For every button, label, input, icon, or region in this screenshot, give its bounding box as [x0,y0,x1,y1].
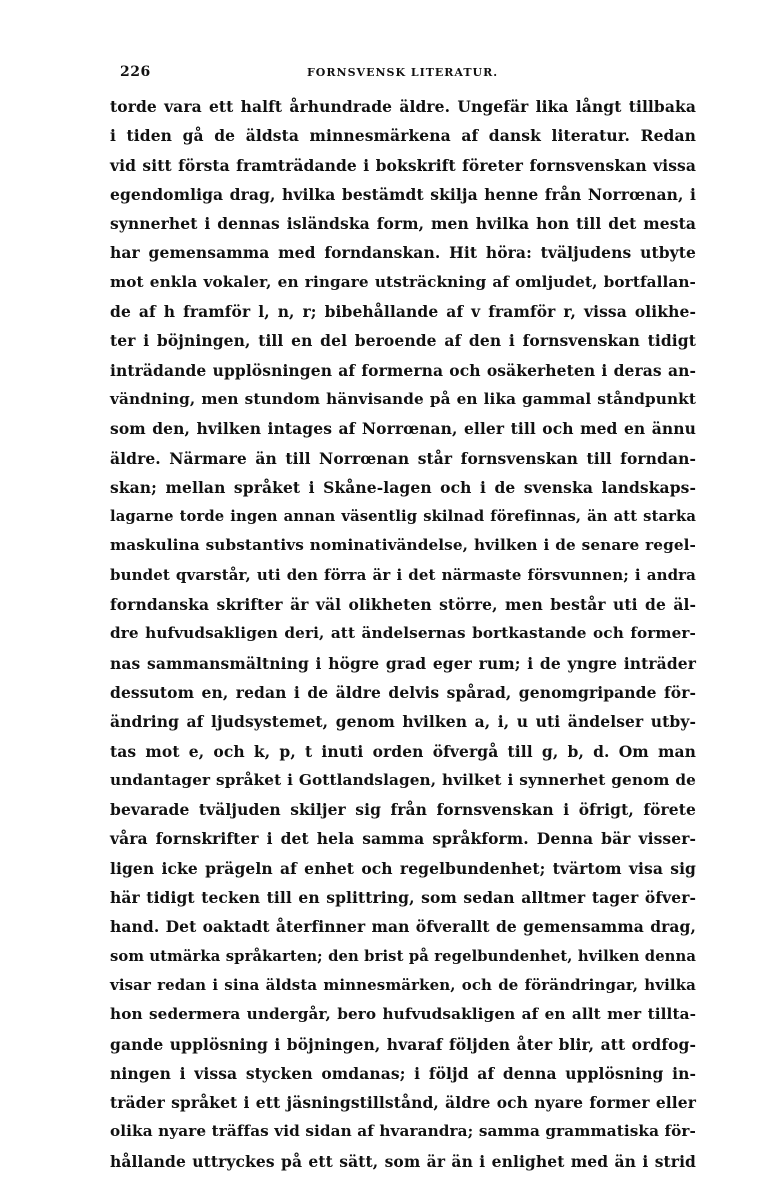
text-line: hållande uttryckes på ett sätt, som är än i enlighet med än i strid [110,1151,696,1171]
text-line: här tidigt tecken till en splittring, som sedan alltmer tager öfver- [110,888,696,908]
text-line: maskulina substantivs nominativändelse, hvilken i de senare regel- [110,536,696,555]
text-line: dre hufvudsakligen deri, att ändelsernas bortkastande och former- [110,624,696,643]
text-line: gande upplösning i böjningen, hvaraf följden åter blir, att ordfog- [110,1034,696,1054]
text-line: nas sammansmältning i högre grad eger rum; i de yngre inträder [110,653,696,673]
text-line: ligen icke prägeln af enhet och regelbundenhet; tvärtom visa sig [110,858,696,878]
text-line: visar redan i sina äldsta minnesmärken, och de förändringar, hvilka [110,975,696,994]
text-line: ningen i vissa stycken omdanas; i följd af denna upplösning in- [110,1063,696,1083]
page-number: 226 [120,64,151,80]
text-line: vändning, men stundom hänvisande på en lika gammal ståndpunkt [110,389,696,408]
text-line: äldre. Närmare än till Norrœnan står fornsvenskan till forndan- [110,448,696,468]
text-line: torde vara ett halft århundrade äldre. Ungefär lika långt tillbaka [110,97,696,116]
running-head [110,64,700,86]
running-title: FORNSVENSK LITERATUR. [307,66,499,79]
text-line: som den, hvilken intages af Norrœnan, eller till och med en ännu [110,419,696,439]
text-line: träder språket i ett jäsningstillstånd, äldre och nyare former eller [110,1093,696,1113]
text-line: hand. Det oaktadt återfinner man öfverallt de gemensamma drag, [110,917,696,937]
text-line: de af h framför l, n, r; bibehållande af v framför r, vissa olikhe- [110,302,696,322]
text-line: egendomliga drag, hvilka bestämdt skilja henne från Norrœnan, i [110,184,696,204]
text-line: lagarne torde ingen annan väsentlig skilnad förefinnas, än att starka [110,508,696,526]
text-line: olika nyare träffas vid sidan af hvarandra; samma grammatiska för- [110,1122,696,1141]
text-line: i tiden gå de äldsta minnesmärkena af dansk literatur. Redan [110,126,696,146]
text-line: ter i böjningen, till en del beroende af den i fornsvenskan tidigt [110,331,696,351]
text-line: mot enkla vokaler, en ringare utsträckning af omljudet, bortfallan- [110,272,696,291]
text-line: forndanska skrifter är väl olikheten större, men består uti de äl- [110,595,696,615]
text-line: dessutom en, redan i de äldre delvis spårad, genomgripande för- [110,682,696,702]
text-line: synnerhet i dennas isländska form, men hvilka hon till det mesta [110,214,696,234]
text-line: bundet qvarstår, uti den förra är i det närmaste försvunnen; i andra [110,565,696,584]
text-line: inträdande upplösningen af formerna och osäkerheten i deras an- [110,360,696,380]
body-text [110,92,696,1176]
text-line: bevarade tväljuden skiljer sig från fornsvenskan i öfrigt, förete [110,800,696,820]
text-line: som utmärka språkarten; den brist på regelbundenhet, hvilken denna [110,947,696,965]
text-line: skan; mellan språket i Skåne-lagen och i de svenska landskaps- [110,477,696,497]
text-line: tas mot e, och k, p, t inuti orden öfvergå till g, b, d. Om man [110,741,696,761]
text-line: vid sitt första framträdande i bokskrift företer fornsvenskan vissa [110,155,696,175]
text-line: ändring af ljudsystemet, genom hvilken a, i, u uti ändelser utby- [110,712,696,732]
text-line: våra fornskrifter i det hela samma språkform. Denna bär visser- [110,829,696,849]
text-line: undantager språket i Gottlandslagen, hvilket i synnerhet genom de [110,770,696,789]
text-line: hon sedermera undergår, bero hufvudsakligen af en allt mer tillta- [110,1005,696,1024]
text-line: har gemensamma med forndanskan. Hit höra: tväljudens utbyte [110,243,696,263]
